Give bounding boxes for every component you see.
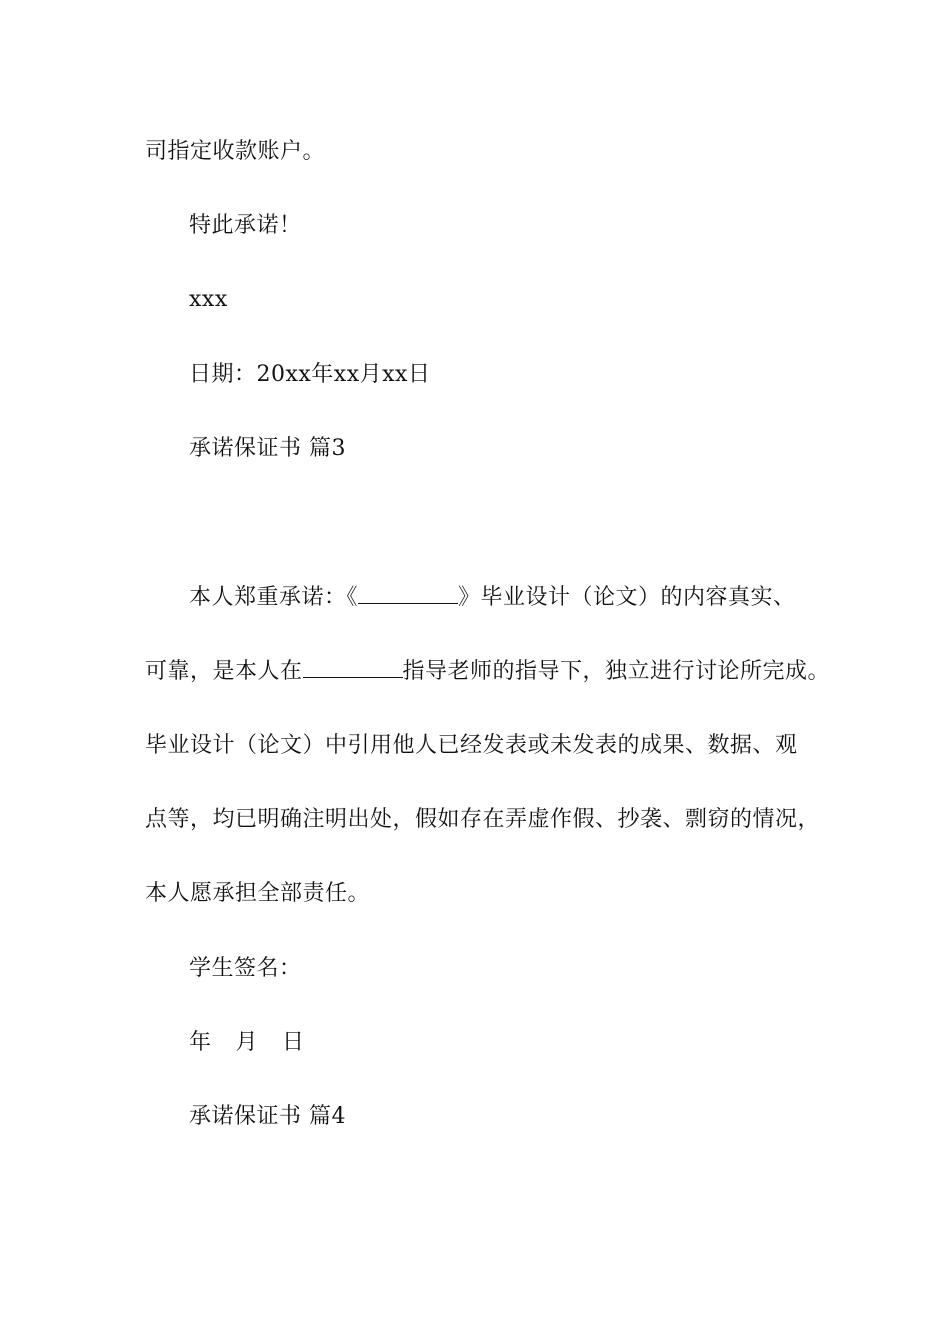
paragraph-line: 本人愿承担全部责任。 <box>145 881 371 906</box>
signatory-name: xxx <box>189 287 228 312</box>
date-line: 日期：20xx年xx月xx日 <box>189 362 431 387</box>
thesis-title-blank <box>358 583 458 604</box>
paragraph-line: 毕业设计（论文）中引用他人已经发表或未发表的成果、数据、观 <box>145 733 798 758</box>
date-year-label: 年 <box>189 1030 212 1055</box>
paragraph-text: 指导老师的指导下，独立进行讨论所完成。 <box>402 659 831 684</box>
date-day-label: 日 <box>282 1030 305 1055</box>
advisor-blank <box>303 657 403 678</box>
student-signature-label: 学生签名： <box>189 956 302 981</box>
section-heading-4: 承诺保证书 篇4 <box>189 1104 346 1129</box>
paragraph-line <box>145 657 830 686</box>
text-line: 司指定收款账户。 <box>145 139 326 164</box>
paragraph-text: 可靠，是本人在 <box>145 659 303 684</box>
signature-date <box>189 1029 305 1057</box>
paragraph-line: 点等，均已明确注明出处，假如存在弄虚作假、抄袭、剽窃的情况， <box>145 807 821 832</box>
paragraph-text: 》毕业设计（论文）的内容真实、 <box>458 585 796 610</box>
section-heading-3: 承诺保证书 篇3 <box>189 436 346 461</box>
paragraph-line <box>189 583 796 612</box>
date-month-label: 月 <box>235 1030 259 1055</box>
paragraph-text: 本人郑重承诺：《 <box>189 585 359 610</box>
closing-statement: 特此承诺！ <box>189 213 302 238</box>
